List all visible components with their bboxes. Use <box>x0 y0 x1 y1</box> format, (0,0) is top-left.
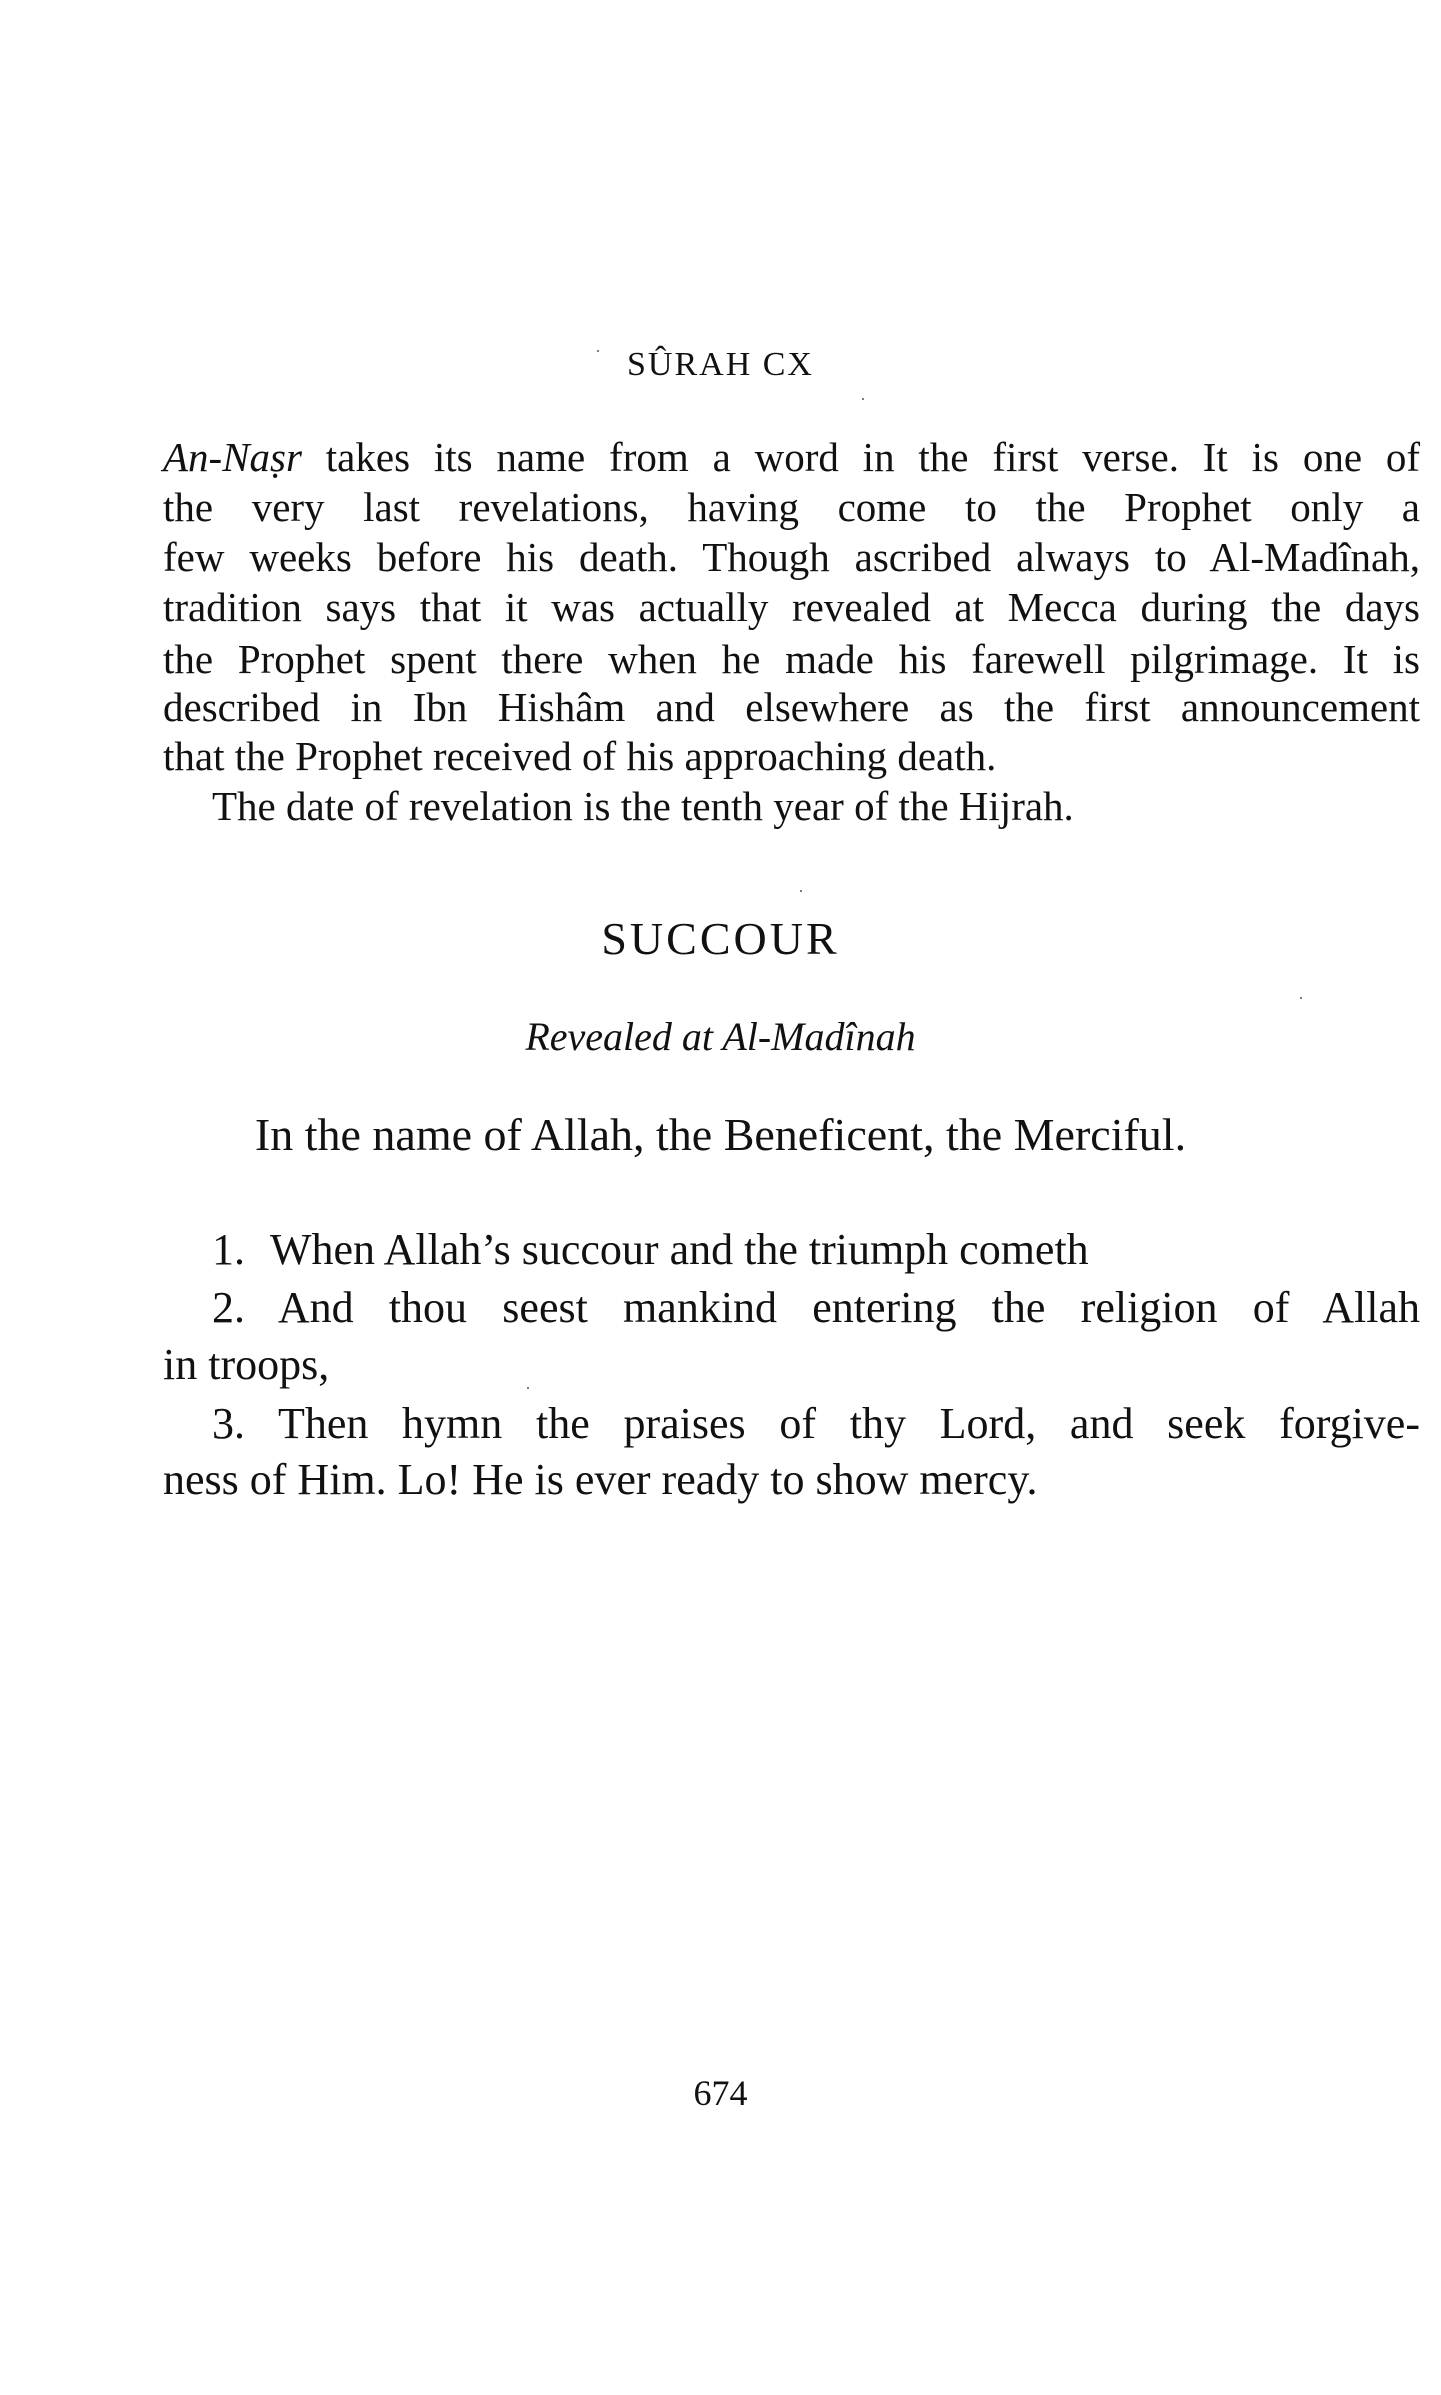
verse-number: 1. <box>212 1225 245 1274</box>
revelation-place: Revealed at Al-Madînah <box>525 1014 916 1059</box>
intro-line: the very last revelations, having come to the Prophet only a <box>163 484 1420 530</box>
scan-speck <box>597 350 599 352</box>
intro-line-text: takes its name from a word in the first verse. It is one of <box>301 434 1420 480</box>
verse-number: 3. <box>212 1399 245 1448</box>
revelation-date-note: The date of revelation is the tenth year of the Hijrah. <box>212 783 1074 829</box>
verse-text: And thou seest mankind entering the religion of Allah <box>277 1283 1420 1332</box>
scan-speck <box>527 1387 529 1389</box>
verse-2 <box>212 1280 1420 1336</box>
verse-text: When Allah’s succour and the triumph cometh <box>270 1225 1089 1274</box>
surah-name-italic: An-Naṣr <box>163 434 302 480</box>
surah-title: SUCCOUR <box>601 913 840 964</box>
intro-line: the Prophet spent there when he made his farewell pilgrimage. It is <box>163 636 1420 682</box>
page-number: 674 <box>693 2073 748 2113</box>
verse-3 <box>212 1396 1420 1452</box>
intro-line: few weeks before his death. Though ascribed always to Al-Madînah, <box>163 534 1420 580</box>
verse-1 <box>212 1222 1089 1278</box>
surah-number-heading: SÛRAH CX <box>627 346 814 383</box>
intro-line <box>163 432 1420 482</box>
verse-2-continuation: in troops, <box>163 1340 330 1389</box>
scan-speck <box>862 398 864 400</box>
scan-speck <box>1300 997 1302 999</box>
verse-number: 2. <box>212 1283 245 1332</box>
intro-line: that the Prophet received of his approaching death. <box>163 733 997 779</box>
verse-3-continuation: ness of Him. Lo! He is ever ready to show mercy. <box>163 1455 1038 1504</box>
scan-speck <box>800 890 802 892</box>
intro-line: tradition says that it was actually revealed at Mecca during the days <box>163 584 1420 630</box>
verse-text: Then hymn the praises of thy Lord, and seek forgive- <box>277 1399 1420 1448</box>
bismillah: In the name of Allah, the Beneficent, the Merciful. <box>254 1109 1187 1160</box>
intro-line: described in Ibn Hishâm and elsewhere as the first announcement <box>163 684 1420 730</box>
